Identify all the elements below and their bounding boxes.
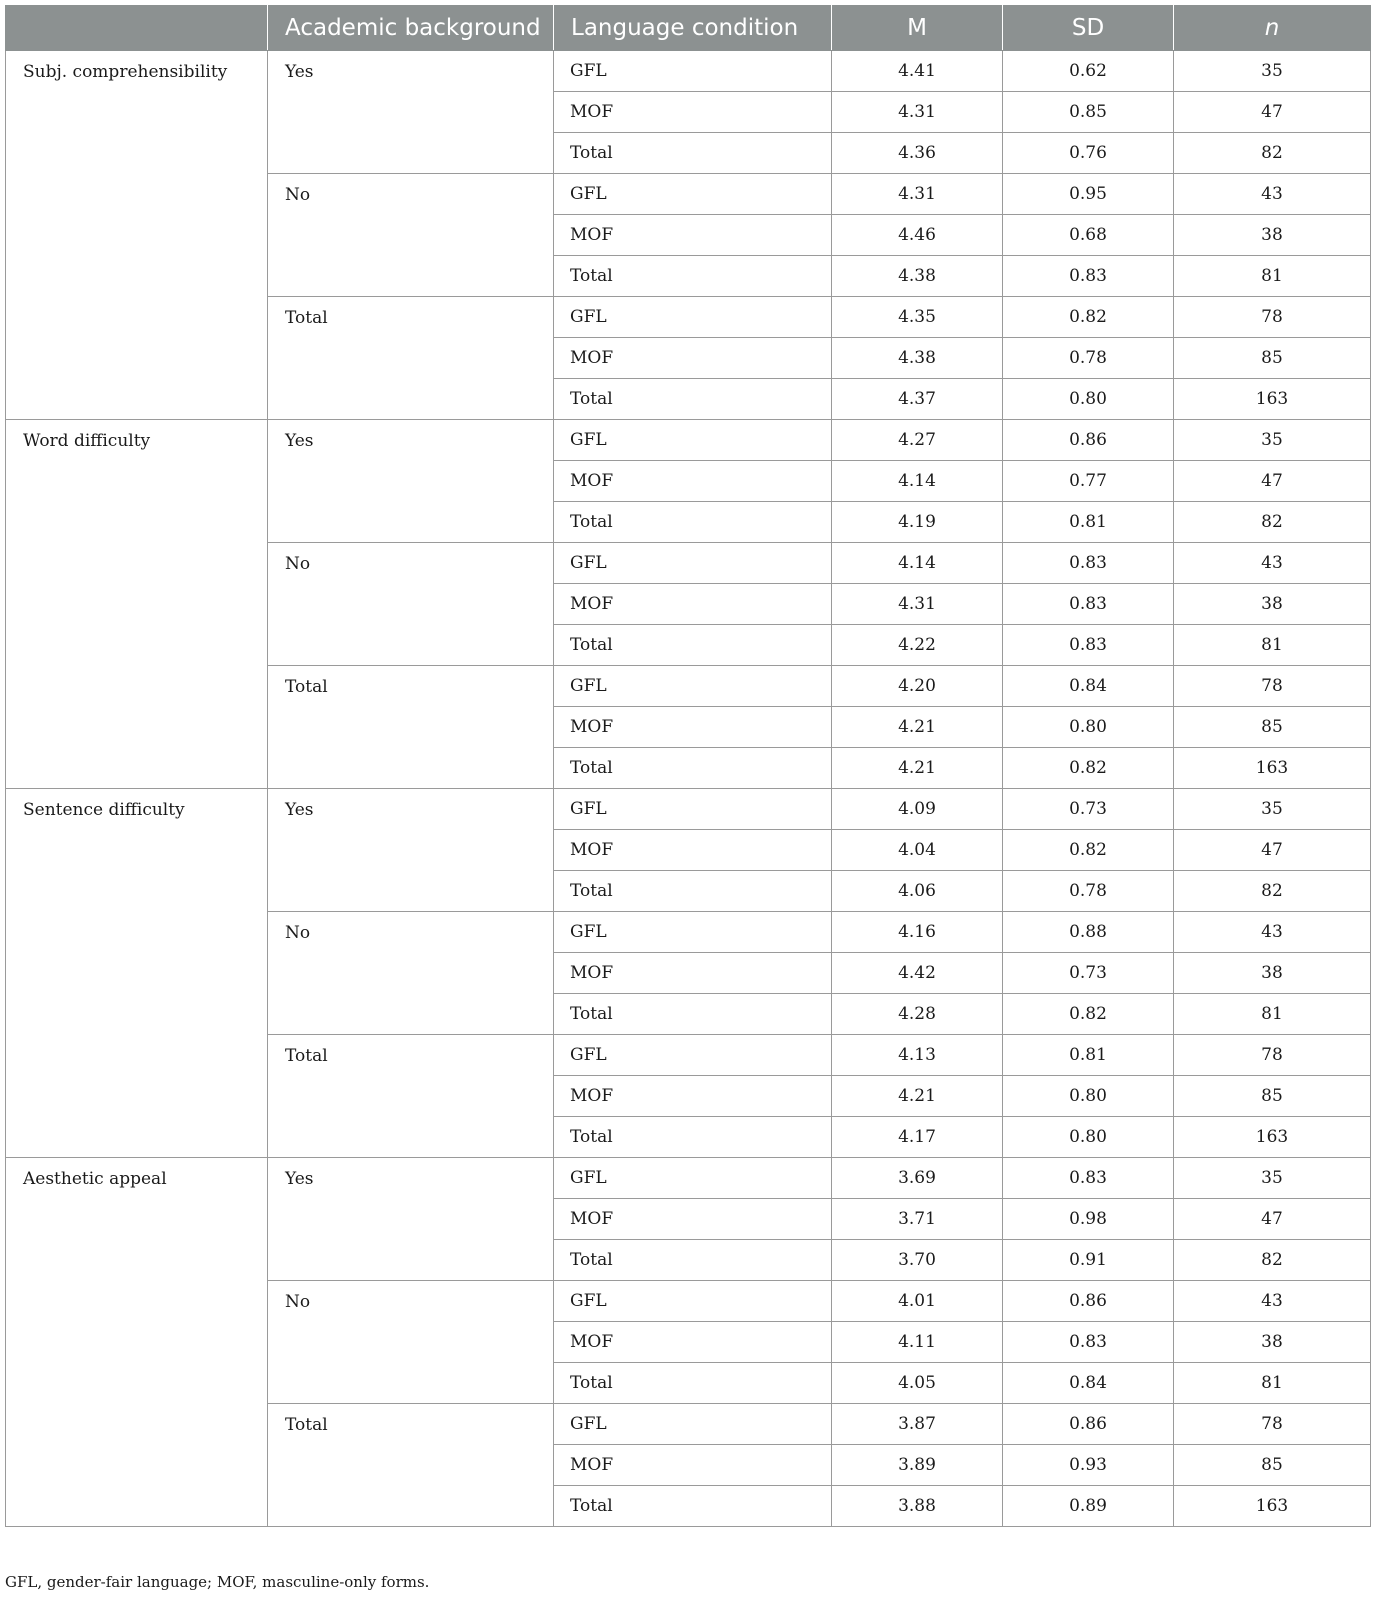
sd-cell: 0.76 [1003,133,1174,174]
descriptive-statistics-table [5,5,1371,1527]
academic-background-cell: Total [268,297,554,420]
n-cell: 43 [1174,1281,1371,1322]
sd-cell: 0.73 [1003,789,1174,830]
n-cell: 38 [1174,1322,1371,1363]
mean-cell: 4.38 [832,256,1003,297]
table-footnote: GFL, gender-fair language; MOF, masculine-only forms. [5,1573,430,1591]
language-condition-cell: Total [554,1486,832,1527]
sd-cell: 0.84 [1003,666,1174,707]
sd-cell: 0.78 [1003,338,1174,379]
mean-cell: 4.37 [832,379,1003,420]
sd-cell: 0.82 [1003,297,1174,338]
n-cell: 43 [1174,543,1371,584]
academic-background-cell: Total [268,666,554,789]
language-condition-cell: GFL [554,420,832,461]
mean-cell: 3.88 [832,1486,1003,1527]
sd-cell: 0.95 [1003,174,1174,215]
n-cell: 81 [1174,994,1371,1035]
n-cell: 35 [1174,1158,1371,1199]
n-cell: 35 [1174,789,1371,830]
sd-cell: 0.80 [1003,1076,1174,1117]
sd-cell: 0.78 [1003,871,1174,912]
n-cell: 82 [1174,871,1371,912]
sd-cell: 0.86 [1003,1281,1174,1322]
mean-cell: 3.69 [832,1158,1003,1199]
language-condition-cell: GFL [554,1404,832,1445]
language-condition-cell: MOF [554,830,832,871]
sd-cell: 0.83 [1003,543,1174,584]
sd-cell: 0.62 [1003,51,1174,92]
mean-cell: 4.13 [832,1035,1003,1076]
n-cell: 38 [1174,584,1371,625]
n-cell: 163 [1174,1486,1371,1527]
mean-cell: 4.27 [832,420,1003,461]
sd-cell: 0.68 [1003,215,1174,256]
n-cell: 81 [1174,625,1371,666]
sd-cell: 0.89 [1003,1486,1174,1527]
language-condition-cell: Total [554,625,832,666]
n-cell: 78 [1174,1035,1371,1076]
mean-cell: 4.05 [832,1363,1003,1404]
academic-background-cell: Yes [268,420,554,543]
n-cell: 82 [1174,133,1371,174]
mean-cell: 4.28 [832,994,1003,1035]
sd-cell: 0.91 [1003,1240,1174,1281]
language-condition-cell: MOF [554,953,832,994]
mean-cell: 4.35 [832,297,1003,338]
sd-cell: 0.98 [1003,1199,1174,1240]
mean-cell: 4.20 [832,666,1003,707]
language-condition-cell: MOF [554,584,832,625]
language-condition-cell: Total [554,1117,832,1158]
sd-cell: 0.88 [1003,912,1174,953]
table-row [6,420,1371,461]
table-row [6,51,1371,92]
language-condition-cell: GFL [554,1035,832,1076]
language-condition-cell: Total [554,502,832,543]
n-cell: 35 [1174,51,1371,92]
n-cell: 163 [1174,748,1371,789]
language-condition-cell: Total [554,1240,832,1281]
n-cell: 163 [1174,379,1371,420]
language-condition-cell: MOF [554,92,832,133]
header-m: M [832,6,1003,51]
sd-cell: 0.86 [1003,1404,1174,1445]
academic-background-cell: Yes [268,51,554,174]
mean-cell: 3.71 [832,1199,1003,1240]
table-header [6,6,1371,51]
sd-cell: 0.82 [1003,830,1174,871]
mean-cell: 4.31 [832,92,1003,133]
n-cell: 81 [1174,256,1371,297]
mean-cell: 4.14 [832,461,1003,502]
sd-cell: 0.80 [1003,1117,1174,1158]
n-cell: 163 [1174,1117,1371,1158]
n-cell: 85 [1174,707,1371,748]
n-cell: 81 [1174,1363,1371,1404]
n-cell: 85 [1174,338,1371,379]
sd-cell: 0.86 [1003,420,1174,461]
language-condition-cell: Total [554,379,832,420]
n-cell: 38 [1174,953,1371,994]
mean-cell: 4.17 [832,1117,1003,1158]
mean-cell: 3.70 [832,1240,1003,1281]
n-cell: 78 [1174,297,1371,338]
n-cell: 43 [1174,174,1371,215]
mean-cell: 4.19 [832,502,1003,543]
academic-background-cell: Total [268,1404,554,1527]
mean-cell: 4.31 [832,584,1003,625]
mean-cell: 3.87 [832,1404,1003,1445]
table-row [6,1158,1371,1199]
language-condition-cell: Total [554,748,832,789]
table-row [6,789,1371,830]
sd-cell: 0.85 [1003,92,1174,133]
n-cell: 47 [1174,830,1371,871]
mean-cell: 4.09 [832,789,1003,830]
academic-background-cell: No [268,1281,554,1404]
mean-cell: 4.46 [832,215,1003,256]
sd-cell: 0.93 [1003,1445,1174,1486]
mean-cell: 4.06 [832,871,1003,912]
language-condition-cell: Total [554,256,832,297]
sd-cell: 0.83 [1003,1322,1174,1363]
sd-cell: 0.81 [1003,1035,1174,1076]
mean-cell: 4.41 [832,51,1003,92]
n-cell: 82 [1174,502,1371,543]
sd-cell: 0.82 [1003,994,1174,1035]
sd-cell: 0.81 [1003,502,1174,543]
sd-cell: 0.83 [1003,584,1174,625]
n-cell: 38 [1174,215,1371,256]
academic-background-cell: No [268,912,554,1035]
measure-label: Subj. comprehensibility [6,51,268,420]
measure-label: Aesthetic appeal [6,1158,268,1527]
language-condition-cell: GFL [554,543,832,584]
mean-cell: 4.38 [832,338,1003,379]
language-condition-cell: MOF [554,1076,832,1117]
academic-background-cell: Yes [268,789,554,912]
language-condition-cell: GFL [554,1281,832,1322]
mean-cell: 4.22 [832,625,1003,666]
n-cell: 43 [1174,912,1371,953]
sd-cell: 0.77 [1003,461,1174,502]
mean-cell: 4.36 [832,133,1003,174]
sd-cell: 0.83 [1003,256,1174,297]
language-condition-cell: Total [554,1363,832,1404]
language-condition-cell: Total [554,994,832,1035]
measure-label: Sentence difficulty [6,789,268,1158]
sd-cell: 0.83 [1003,1158,1174,1199]
language-condition-cell: GFL [554,1158,832,1199]
n-cell: 78 [1174,666,1371,707]
academic-background-cell: No [268,174,554,297]
language-condition-cell: GFL [554,174,832,215]
n-cell: 78 [1174,1404,1371,1445]
table-container [5,5,1370,1527]
language-condition-cell: GFL [554,666,832,707]
language-condition-cell: GFL [554,789,832,830]
header-row [6,6,1371,51]
n-cell: 85 [1174,1445,1371,1486]
mean-cell: 4.14 [832,543,1003,584]
n-cell: 35 [1174,420,1371,461]
language-condition-cell: GFL [554,297,832,338]
header-sd: SD [1003,6,1174,51]
sd-cell: 0.80 [1003,379,1174,420]
mean-cell: 3.89 [832,1445,1003,1486]
language-condition-cell: MOF [554,1199,832,1240]
academic-background-cell: Total [268,1035,554,1158]
mean-cell: 4.21 [832,1076,1003,1117]
n-cell: 85 [1174,1076,1371,1117]
mean-cell: 4.01 [832,1281,1003,1322]
language-condition-cell: MOF [554,1322,832,1363]
sd-cell: 0.80 [1003,707,1174,748]
sd-cell: 0.82 [1003,748,1174,789]
mean-cell: 4.04 [832,830,1003,871]
language-condition-cell: MOF [554,215,832,256]
language-condition-cell: GFL [554,912,832,953]
language-condition-cell: MOF [554,461,832,502]
sd-cell: 0.83 [1003,625,1174,666]
header-measure [6,6,268,51]
n-cell: 47 [1174,461,1371,502]
header-language-condition: Language condition [554,6,832,51]
table-body [6,51,1371,1527]
header-academic-background: Academic background [268,6,554,51]
mean-cell: 4.21 [832,748,1003,789]
sd-cell: 0.84 [1003,1363,1174,1404]
language-condition-cell: MOF [554,338,832,379]
mean-cell: 4.21 [832,707,1003,748]
academic-background-cell: Yes [268,1158,554,1281]
mean-cell: 4.42 [832,953,1003,994]
language-condition-cell: Total [554,133,832,174]
language-condition-cell: GFL [554,51,832,92]
n-cell: 47 [1174,1199,1371,1240]
academic-background-cell: No [268,543,554,666]
n-cell: 47 [1174,92,1371,133]
language-condition-cell: MOF [554,1445,832,1486]
mean-cell: 4.31 [832,174,1003,215]
sd-cell: 0.73 [1003,953,1174,994]
language-condition-cell: Total [554,871,832,912]
measure-label: Word difficulty [6,420,268,789]
mean-cell: 4.11 [832,1322,1003,1363]
language-condition-cell: MOF [554,707,832,748]
n-cell: 82 [1174,1240,1371,1281]
mean-cell: 4.16 [832,912,1003,953]
header-n: n [1174,6,1371,51]
